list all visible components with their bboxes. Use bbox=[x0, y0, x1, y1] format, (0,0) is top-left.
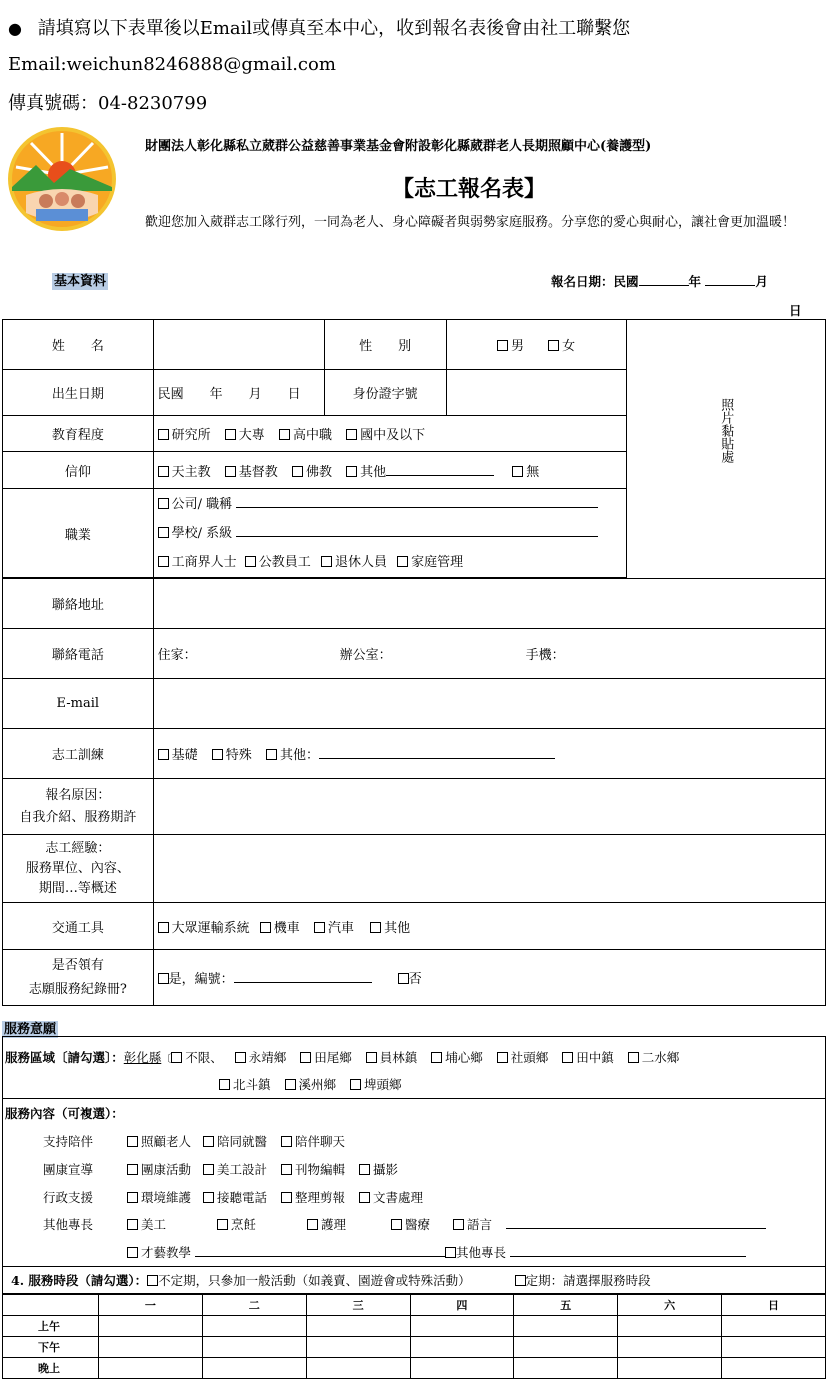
address-field[interactable] bbox=[153, 579, 825, 629]
slot-cell[interactable] bbox=[410, 1316, 514, 1337]
service-label: 服務意願 bbox=[4, 1022, 57, 1037]
service-checkbox[interactable] bbox=[127, 1192, 138, 1203]
service-checkbox[interactable] bbox=[453, 1219, 464, 1230]
slot-cell[interactable] bbox=[202, 1358, 306, 1379]
transport-checkbox[interactable] bbox=[370, 922, 381, 933]
booklet-yes-checkbox[interactable] bbox=[158, 973, 169, 984]
male-checkbox[interactable] bbox=[497, 340, 508, 351]
regular-checkbox[interactable] bbox=[515, 1275, 526, 1286]
email-field[interactable] bbox=[153, 679, 825, 729]
area-checkbox[interactable] bbox=[285, 1079, 296, 1090]
slot-cell[interactable] bbox=[202, 1316, 306, 1337]
training-checkbox[interactable] bbox=[158, 749, 169, 760]
faith-checkbox[interactable] bbox=[225, 466, 236, 477]
transport-checkbox[interactable] bbox=[314, 922, 325, 933]
transport-checkbox[interactable] bbox=[158, 922, 169, 933]
slot-cell[interactable] bbox=[306, 1337, 410, 1358]
service-section bbox=[2, 1036, 826, 1294]
job-checkbox[interactable] bbox=[245, 556, 256, 567]
area-checkbox[interactable] bbox=[562, 1052, 573, 1063]
booklet-number-field[interactable] bbox=[234, 970, 372, 983]
job-school-field[interactable] bbox=[236, 524, 598, 537]
booklet-no-checkbox[interactable] bbox=[398, 973, 409, 984]
reason-label: 報名原因： 自我介紹、服務期許 bbox=[3, 779, 154, 835]
day-header: 日 bbox=[722, 1295, 826, 1316]
bullet-icon: ● bbox=[8, 19, 22, 38]
month-field[interactable] bbox=[705, 273, 755, 286]
gender-label: 性 別 bbox=[324, 320, 446, 370]
slot-cell[interactable] bbox=[514, 1316, 618, 1337]
edu-label: 教育程度 bbox=[3, 416, 154, 452]
email-label: E-mail bbox=[3, 679, 154, 729]
job-label: 職業 bbox=[3, 489, 154, 578]
area-checkbox[interactable] bbox=[350, 1079, 361, 1090]
year-field[interactable] bbox=[639, 273, 689, 286]
slot-cell[interactable] bbox=[618, 1337, 722, 1358]
schedule-corner bbox=[3, 1295, 99, 1316]
slot-cell[interactable] bbox=[410, 1337, 514, 1358]
service-checkbox[interactable] bbox=[281, 1164, 292, 1175]
slot-cell[interactable] bbox=[306, 1316, 410, 1337]
transport-checkbox[interactable] bbox=[260, 922, 271, 933]
id-field[interactable] bbox=[446, 370, 626, 416]
art-checkbox[interactable] bbox=[127, 1247, 138, 1258]
service-checkbox[interactable] bbox=[217, 1219, 228, 1230]
schedule-row: 4. 服務時段（請勾選）： 不定期，只參加一般活動（如義賣、園遊會或特殊活動） 定期：請選擇服務時段 bbox=[11, 1273, 651, 1288]
slot-label: 下午 bbox=[3, 1337, 99, 1358]
service-cat2: 團康宣導 團康活動 美工設計 刊物編輯 攝影 bbox=[43, 1162, 399, 1177]
transport-options: 大眾運輸系統 機車 汽車 其他 bbox=[153, 903, 825, 950]
job-checkbox[interactable] bbox=[321, 556, 332, 567]
date-day: 日 bbox=[789, 303, 802, 318]
other-skill-field[interactable] bbox=[510, 1244, 746, 1257]
day-header: 四 bbox=[410, 1295, 514, 1316]
slot-cell[interactable] bbox=[722, 1337, 826, 1358]
service-checkbox[interactable] bbox=[127, 1136, 138, 1147]
address-label: 聯絡地址 bbox=[3, 579, 154, 629]
phone-mobile-label: 手機： bbox=[525, 648, 565, 663]
slot-label: 上午 bbox=[3, 1316, 99, 1337]
day-header: 一 bbox=[98, 1295, 202, 1316]
job-school-checkbox[interactable] bbox=[158, 527, 169, 538]
form-title: 【志工報名表】 bbox=[391, 176, 546, 202]
service-checkbox[interactable] bbox=[391, 1219, 402, 1230]
slot-cell[interactable] bbox=[514, 1358, 618, 1379]
slot-cell[interactable] bbox=[98, 1316, 202, 1337]
service-checkbox[interactable] bbox=[281, 1136, 292, 1147]
training-other-field[interactable] bbox=[319, 746, 555, 759]
job-checkbox[interactable] bbox=[158, 556, 169, 567]
area-checkbox[interactable] bbox=[171, 1052, 182, 1063]
slot-cell[interactable] bbox=[618, 1316, 722, 1337]
language-field[interactable] bbox=[506, 1216, 766, 1229]
slot-label: 晚上 bbox=[3, 1358, 99, 1379]
area-checkbox[interactable] bbox=[366, 1052, 377, 1063]
faith-options: 天主教 基督教 佛教 其他 無 bbox=[153, 452, 626, 489]
job-company-checkbox[interactable] bbox=[158, 498, 169, 509]
org-name: 財團法人彰化縣私立葳群公益慈善事業基金會附設彰化縣葳群老人長期照顧中心(養護型) bbox=[145, 139, 652, 154]
day-header: 五 bbox=[514, 1295, 618, 1316]
training-options: 基礎 特殊 其他： bbox=[153, 729, 825, 779]
apply-date: 報名日期：民國 年 月 bbox=[551, 274, 768, 289]
schedule-table bbox=[2, 1294, 826, 1379]
service-checkbox[interactable] bbox=[203, 1192, 214, 1203]
day-header: 三 bbox=[306, 1295, 410, 1316]
faith-none-checkbox[interactable] bbox=[512, 466, 523, 477]
slot-cell[interactable] bbox=[202, 1337, 306, 1358]
intro-email: Email:weichun8246888@gmail.com bbox=[8, 54, 336, 75]
service-checkbox[interactable] bbox=[359, 1192, 370, 1203]
faith-checkbox[interactable] bbox=[292, 466, 303, 477]
service-cat3: 行政支援 環境維護 接聽電話 整理剪報 文書處理 bbox=[43, 1190, 424, 1205]
service-content-label: 服務內容（可複選）： bbox=[5, 1106, 124, 1121]
edu-options: 研究所 大專 高中職 國中及以下 bbox=[153, 416, 626, 452]
area-checkbox[interactable] bbox=[235, 1052, 246, 1063]
intro-text: 請填寫以下表單後以Email或傳真至本中心，收到報名表後會由社工聯繫您 bbox=[37, 18, 631, 39]
service-area-row1: 服務區域〔請勾選〕：彰化縣〔 不限、 永靖鄉 田尾鄉 員林鎮 埔心鄉 社頭鄉 田中鎮 二水鄉 bbox=[5, 1050, 680, 1065]
experience-field[interactable] bbox=[153, 835, 825, 903]
basic-info-label: 基本資料 bbox=[54, 274, 107, 289]
female-checkbox[interactable] bbox=[548, 340, 559, 351]
edu-checkbox[interactable] bbox=[225, 429, 236, 440]
service-cat4: 其他專長 美工 烹飪 護理 醫療 語言 bbox=[43, 1215, 766, 1233]
name-label: 姓 名 bbox=[3, 320, 154, 370]
id-label: 身份證字號 bbox=[324, 370, 446, 416]
welcome-text: 歡迎您加入葳群志工隊行列，一同為老人、身心障礙者與弱勢家庭服務。分享您的愛心與耐心，讓社會更加溫暖！ bbox=[145, 215, 796, 230]
phone-office-label: 辦公室： bbox=[339, 648, 392, 663]
experience-label: 志工經驗： 服務單位、內容、 期間…等概述 bbox=[3, 835, 154, 903]
job-options: 公司/ 職稱 學校/ 系級 工商界人士 公教員工 退休人員 家庭管理 bbox=[153, 489, 626, 578]
area-checkbox[interactable] bbox=[300, 1052, 311, 1063]
area-checkbox[interactable] bbox=[431, 1052, 442, 1063]
job-company-field[interactable] bbox=[236, 495, 598, 508]
phone-field[interactable] bbox=[153, 629, 825, 679]
faith-label: 信仰 bbox=[3, 452, 154, 489]
slot-cell[interactable] bbox=[410, 1358, 514, 1379]
basic-info-table bbox=[2, 319, 826, 1006]
name-field[interactable] bbox=[153, 320, 324, 370]
transport-label: 交通工具 bbox=[3, 903, 154, 950]
area-checkbox[interactable] bbox=[628, 1052, 639, 1063]
other-skill-checkbox[interactable] bbox=[445, 1247, 456, 1258]
service-art-row: 才藝教學 其他專長 bbox=[127, 1243, 746, 1261]
slot-cell[interactable] bbox=[618, 1358, 722, 1379]
training-checkbox[interactable] bbox=[266, 749, 277, 760]
service-checkbox[interactable] bbox=[281, 1192, 292, 1203]
slot-cell[interactable] bbox=[98, 1358, 202, 1379]
training-label: 志工訓練 bbox=[3, 729, 154, 779]
edu-checkbox[interactable] bbox=[158, 429, 169, 440]
faith-other-field[interactable] bbox=[386, 463, 494, 476]
slot-cell[interactable] bbox=[722, 1316, 826, 1337]
slot-cell[interactable] bbox=[514, 1337, 618, 1358]
intro-line bbox=[8, 14, 630, 40]
edu-checkbox[interactable] bbox=[346, 429, 357, 440]
birth-field[interactable]: 民國 年 月 日 bbox=[153, 370, 324, 416]
intro-fax: 傳真號碼：04-8230799 bbox=[8, 93, 208, 114]
birth-label: 出生日期 bbox=[3, 370, 154, 416]
photo-area: 照片黏貼處 bbox=[626, 320, 825, 579]
job-checkbox[interactable] bbox=[397, 556, 408, 567]
service-checkbox[interactable] bbox=[203, 1164, 214, 1175]
service-checkbox[interactable] bbox=[307, 1219, 318, 1230]
gender-options: 男 女 bbox=[446, 320, 626, 370]
phone-label: 聯絡電話 bbox=[3, 629, 154, 679]
faith-checkbox[interactable] bbox=[346, 466, 357, 477]
slot-cell[interactable] bbox=[98, 1337, 202, 1358]
service-area-row2: 北斗鎮 溪州鄉 埤頭鄉 bbox=[219, 1075, 402, 1093]
day-header: 二 bbox=[202, 1295, 306, 1316]
service-checkbox[interactable] bbox=[127, 1219, 138, 1230]
service-cat1: 支持陪伴 照顧老人 陪同就醫 陪伴聊天 bbox=[43, 1134, 346, 1149]
phone-home-label: 住家： bbox=[157, 648, 197, 663]
service-checkbox[interactable] bbox=[359, 1164, 370, 1175]
slot-cell[interactable] bbox=[306, 1358, 410, 1379]
area-checkbox[interactable] bbox=[497, 1052, 508, 1063]
training-checkbox[interactable] bbox=[212, 749, 223, 760]
booklet-label: 是否領有 志願服務紀錄冊? bbox=[3, 950, 154, 1006]
area-checkbox[interactable] bbox=[219, 1079, 230, 1090]
irregular-checkbox[interactable] bbox=[147, 1275, 158, 1286]
edu-checkbox[interactable] bbox=[279, 429, 290, 440]
faith-checkbox[interactable] bbox=[158, 466, 169, 477]
service-checkbox[interactable] bbox=[203, 1136, 214, 1147]
slot-cell[interactable] bbox=[722, 1358, 826, 1379]
day-header: 六 bbox=[618, 1295, 722, 1316]
art-field[interactable] bbox=[195, 1244, 445, 1257]
service-checkbox[interactable] bbox=[127, 1164, 138, 1175]
reason-field[interactable] bbox=[153, 779, 825, 835]
booklet-options: 是，編號： 否 bbox=[153, 950, 825, 1006]
